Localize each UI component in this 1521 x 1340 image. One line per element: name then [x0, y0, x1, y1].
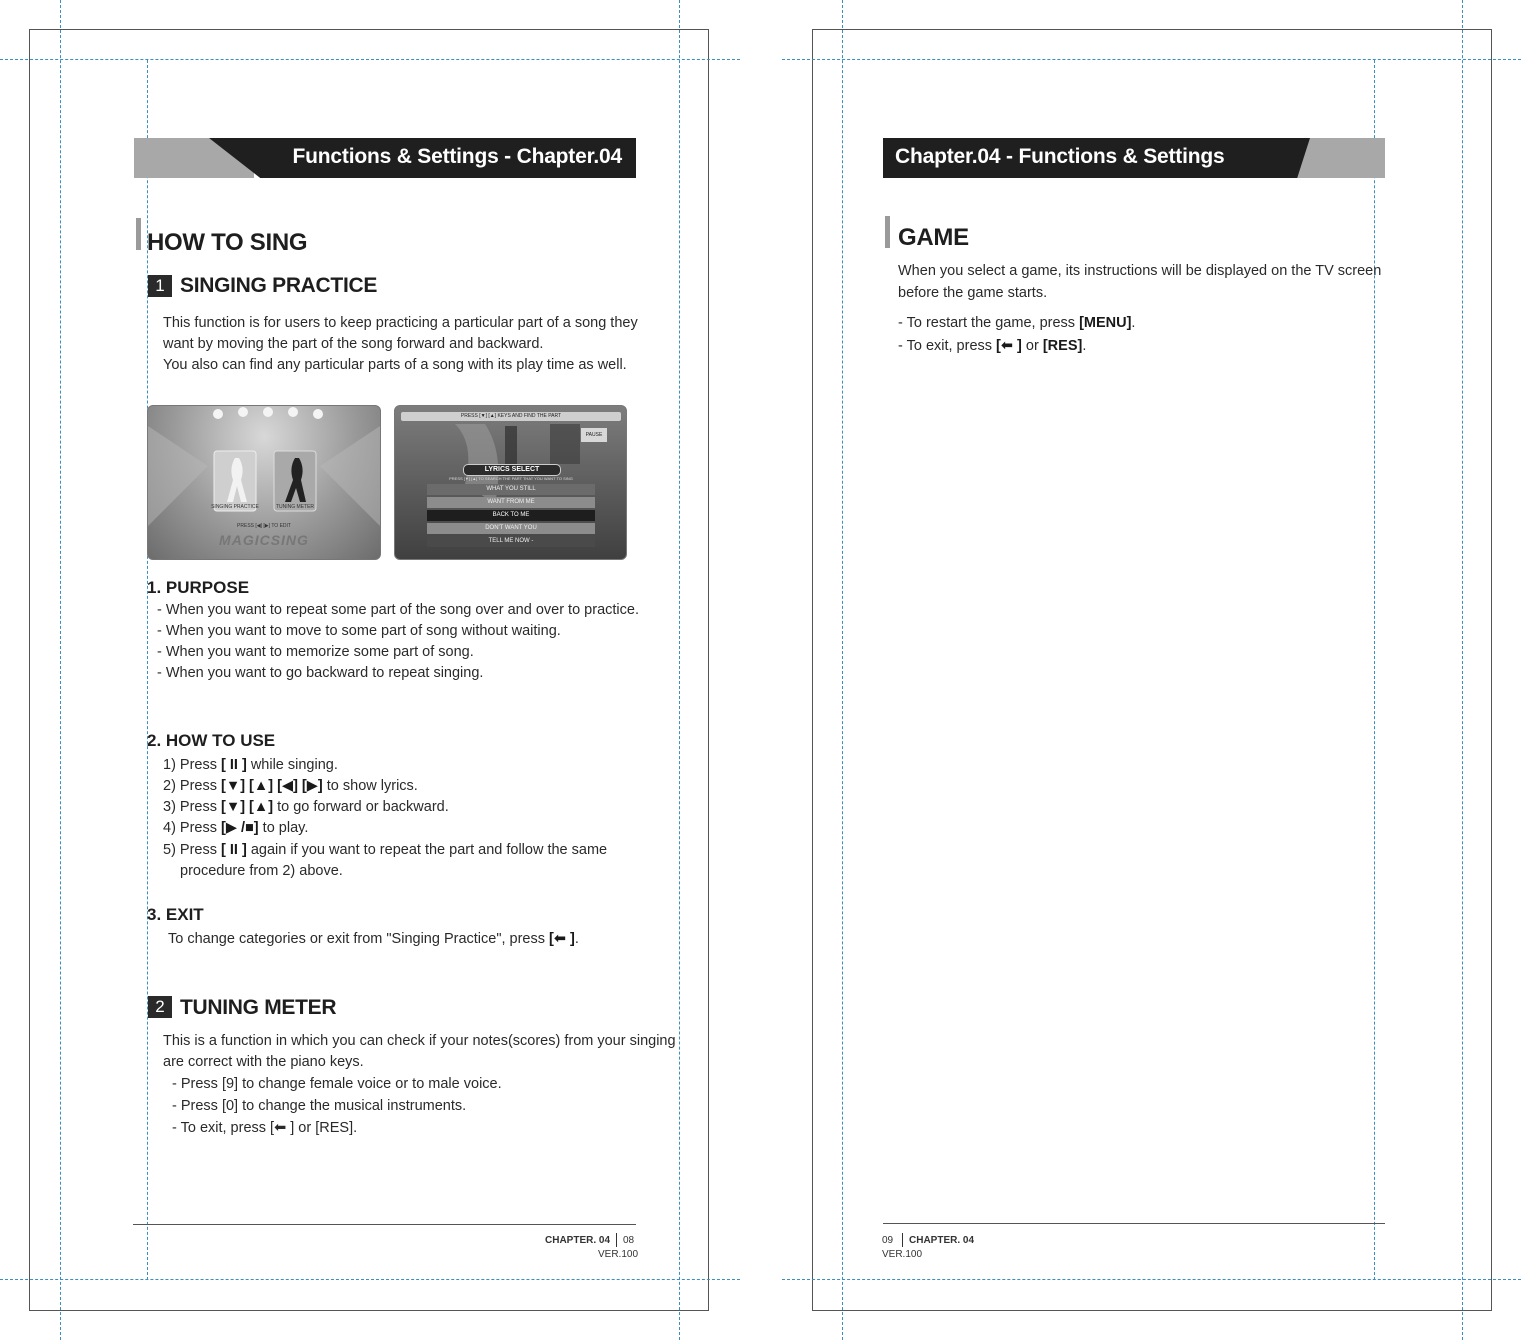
intro-line: You also can find any particular parts of a song with its play time as well. — [163, 357, 627, 373]
guide-line — [60, 0, 61, 1340]
right-page-frame — [812, 29, 1492, 1311]
pause-badge: PAUSE — [581, 428, 607, 442]
back-key: [⬅ ] — [996, 338, 1022, 354]
exit-heading: 3. EXIT — [147, 905, 204, 924]
lyrics-select-screenshot — [394, 405, 627, 560]
intro-line: This function is for users to keep practicing a particular part of a song they — [163, 315, 638, 331]
left-header-title: Functions & Settings - Chapter.04 — [292, 145, 622, 168]
right-header-title: Chapter.04 - Functions & Settings — [895, 145, 1225, 168]
purpose-item: - When you want to memorize some part of song. — [157, 644, 474, 660]
tuning-bullet: - Press [9] to change female voice or to male voice. — [172, 1076, 502, 1092]
left-header-bar — [134, 138, 636, 178]
purpose-item: - When you want to go backward to repeat singing. — [157, 665, 484, 681]
right-page-number: 09 — [882, 1235, 894, 1246]
step-5: 5) Press [ II ] again if you want to repeat the part and follow the same — [163, 842, 608, 858]
section-marker — [136, 218, 141, 250]
guide-line — [0, 1279, 740, 1280]
section-marker — [885, 216, 890, 248]
lyric-line[interactable]: WANT FROM ME — [427, 497, 595, 508]
up-down-keys: [▼] [▲] — [221, 799, 274, 815]
purpose-item: - When you want to move to some part of song without waiting. — [157, 623, 561, 639]
menu-hint: PRESS [◀] [▶] TO EDIT — [237, 523, 291, 529]
exit-text: To change categories or exit from "Singing Practice", press [⬅ ]. — [168, 931, 579, 947]
res-key: [RES] — [1042, 338, 1083, 354]
play-stop-key: [▶ /■] — [221, 820, 259, 836]
lyric-line[interactable]: WHAT YOU STILL — [427, 484, 595, 495]
footer-separator — [616, 1233, 617, 1247]
pause-key: [ II ] — [221, 757, 247, 773]
subsection-title: TUNING METER — [180, 996, 337, 1019]
subsection-number: 1 — [148, 275, 172, 297]
lyric-line-selected[interactable]: BACK TO ME — [427, 510, 595, 521]
left-version: VER.100 — [598, 1249, 639, 1260]
lyric-line[interactable]: DON'T WANT YOU — [427, 523, 595, 534]
how-to-use-heading: 2. HOW TO USE — [147, 731, 276, 750]
guide-line — [1374, 60, 1375, 1280]
section-title: GAME — [898, 224, 969, 251]
game-intro-line: before the game starts. — [898, 285, 1048, 301]
magicsing-logo: MAGICSING — [219, 532, 309, 548]
footer-separator — [902, 1233, 903, 1247]
right-footer-rule — [883, 1223, 1385, 1224]
singing-menu-screenshot — [147, 405, 381, 560]
guide-line — [0, 59, 740, 60]
menu-card-right-label: TUNING METER — [275, 504, 315, 510]
menu-key: [MENU] — [1079, 315, 1132, 331]
game-exit: - To exit, press [⬅ ] or [RES]. — [898, 338, 1087, 354]
menu-card-left-label: SINGING PRACTICE — [211, 504, 259, 510]
step-1: 1) Press [ II ] while singing. — [163, 757, 338, 773]
tuning-text: are correct with the piano keys. — [163, 1054, 364, 1070]
purpose-heading: 1. PURPOSE — [147, 578, 250, 597]
guide-line — [842, 0, 843, 1340]
right-footer-chapter: CHAPTER. 04 — [909, 1235, 975, 1246]
intro-line: want by moving the part of the song forward and backward. — [163, 336, 544, 352]
purpose-item: - When you want to repeat some part of the song over and over to practice. — [157, 602, 639, 618]
game-restart: - To restart the game, press [MENU]. — [898, 315, 1136, 331]
subsection-number: 2 — [148, 996, 172, 1018]
left-page-number: 08 — [623, 1235, 635, 1246]
arrow-keys: [▼] [▲] [◀] [▶] — [221, 778, 323, 794]
lyrics-hint: PRESS [▼] [▲] TO SEARCH THE PART THAT YOU WANT TO SING — [449, 476, 573, 481]
tuning-text: This is a function in which you can check if your notes(scores) from your singing — [163, 1033, 676, 1049]
lyric-line[interactable]: TELL ME NOW - — [427, 536, 595, 547]
step-5-continued: procedure from 2) above. — [180, 863, 343, 879]
left-footer-chapter: CHAPTER. 04 — [545, 1235, 611, 1246]
back-key: [⬅ ] — [549, 931, 575, 947]
game-intro-line: When you select a game, its instructions will be displayed on the TV screen — [898, 263, 1382, 279]
right-header-bar — [883, 138, 1385, 178]
step-2: 2) Press [▼] [▲] [◀] [▶] to show lyrics. — [163, 778, 418, 794]
lyrics-select-title: LYRICS SELECT — [463, 464, 561, 476]
guide-line — [679, 0, 680, 1340]
left-footer-rule — [133, 1224, 636, 1225]
section-title: HOW TO SING — [147, 229, 308, 256]
step-4: 4) Press [▶ /■] to play. — [163, 820, 309, 836]
guide-line — [1462, 0, 1463, 1340]
guide-line — [782, 59, 1521, 60]
guide-line — [782, 1279, 1521, 1280]
right-version: VER.100 — [882, 1249, 923, 1260]
step-3: 3) Press [▼] [▲] to go forward or backward. — [163, 799, 449, 815]
tuning-bullet: - Press [0] to change the musical instruments. — [172, 1098, 467, 1114]
lyrics-banner: PRESS [▼] [▲] KEYS AND FIND THE PART — [401, 412, 621, 421]
pause-key: [ II ] — [221, 842, 247, 858]
subsection-title: SINGING PRACTICE — [180, 274, 378, 297]
tuning-bullet: - To exit, press [⬅ ] or [RES]. — [172, 1120, 358, 1136]
